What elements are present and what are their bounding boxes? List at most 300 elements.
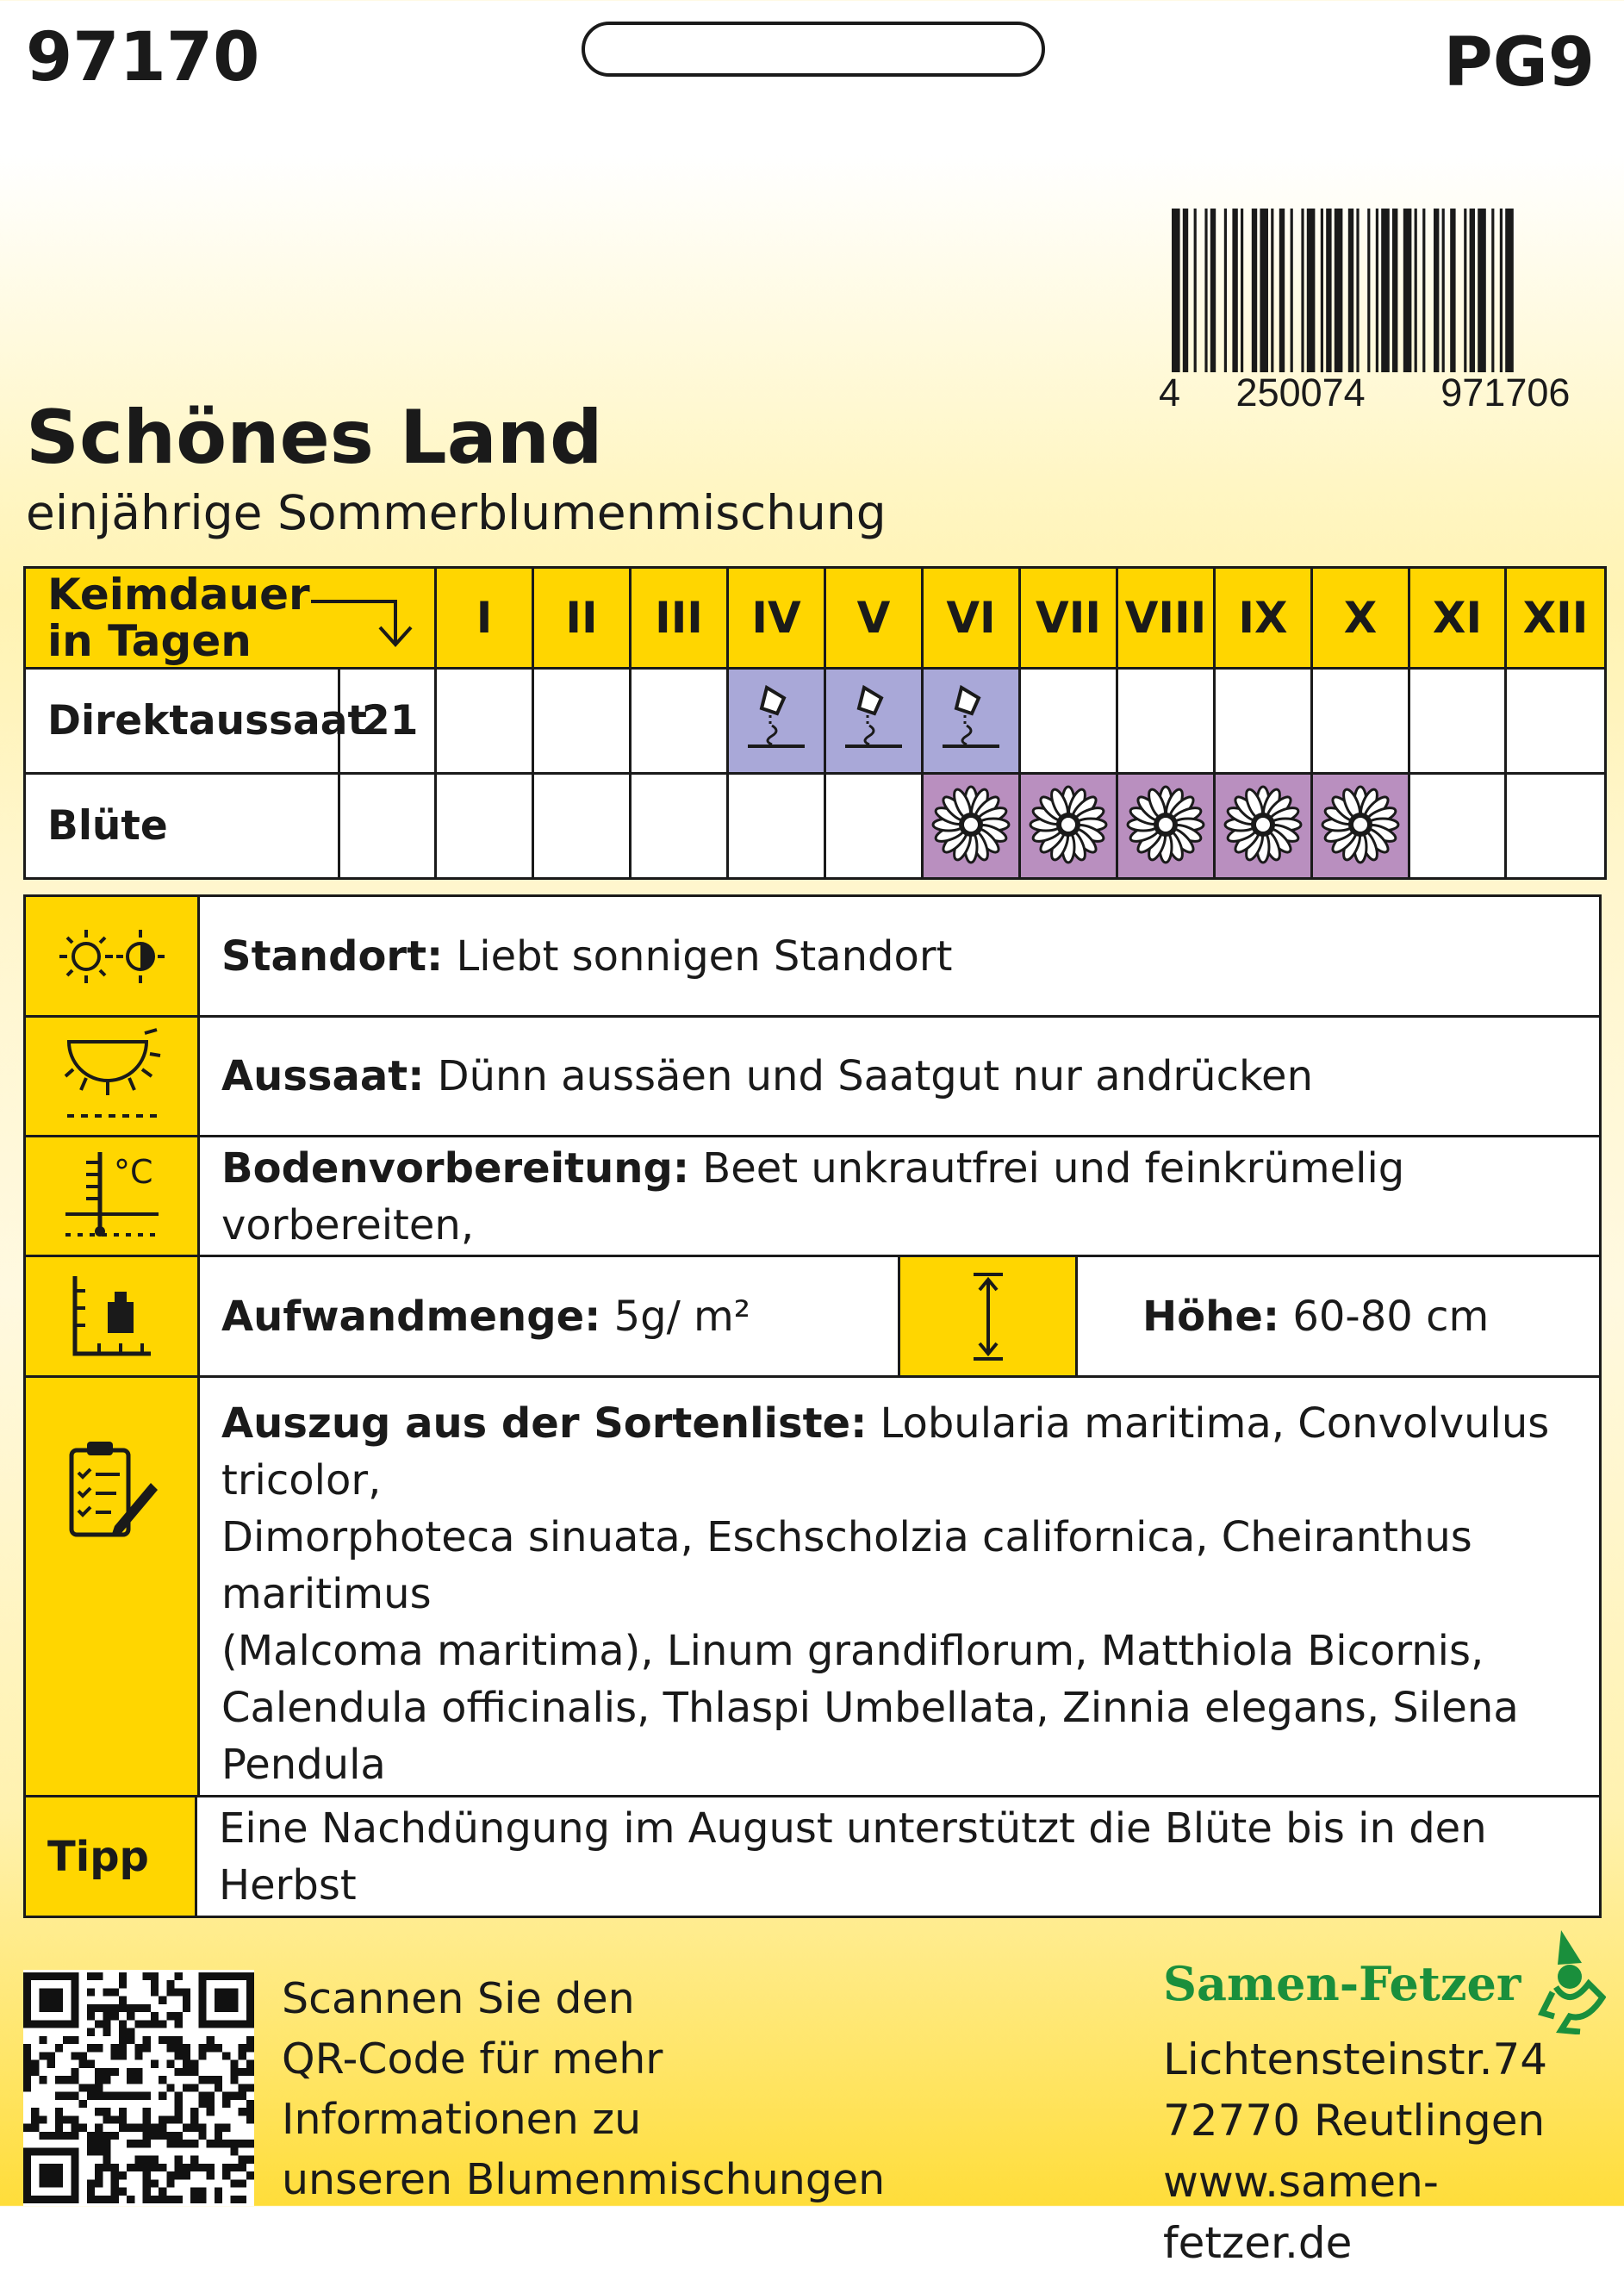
info-row-aufwand — [26, 1257, 1599, 1378]
qr-module — [246, 2068, 254, 2076]
qr-module — [239, 2084, 246, 2091]
barcode-bar — [1232, 209, 1237, 372]
qr-module — [175, 2132, 183, 2140]
qr-module — [103, 2076, 110, 2084]
qr-module — [246, 2084, 254, 2091]
qr-module — [79, 2100, 87, 2108]
qr-module — [151, 2124, 159, 2132]
flower-icon — [1124, 783, 1207, 866]
barcode-bar — [1478, 209, 1486, 372]
qr-module — [166, 2179, 174, 2187]
qr-module — [111, 2188, 119, 2196]
barcode-bar — [1326, 209, 1331, 372]
sowing-icon — [843, 682, 904, 757]
qr-module — [119, 2115, 127, 2123]
qr-module — [63, 2115, 71, 2123]
qr-module — [183, 2052, 190, 2059]
qr-module — [215, 2196, 222, 2203]
qr-module — [215, 2044, 222, 2052]
tipp-text: Eine Nachdüngung im August unterstützt die Blüte bis in den Herbst — [197, 1797, 1599, 1916]
sorten-line4: Calendula officinalis, Thlaspi Umbellata, Zinnia elegans, Silena Pendula — [221, 1684, 1519, 1789]
qr-module — [79, 2060, 87, 2068]
qr-module — [31, 2115, 39, 2123]
qr-module — [87, 1988, 95, 1996]
qr-module — [198, 2052, 206, 2059]
qr-module — [183, 2068, 190, 2076]
qr-module — [215, 2124, 222, 2132]
qr-module — [151, 2060, 159, 2068]
qr-module — [215, 2132, 222, 2140]
barcode-bar — [1335, 209, 1343, 372]
qr-module — [119, 2036, 127, 2044]
qr-module — [143, 2179, 151, 2187]
qr-module — [175, 2140, 183, 2147]
qr-module — [183, 2044, 190, 2052]
barcode-bar — [1415, 209, 1417, 372]
qr-module — [103, 2140, 110, 2147]
qr-module — [111, 2164, 119, 2171]
qr-module — [198, 2076, 206, 2084]
qr-module — [127, 2068, 134, 2076]
barcode-bar — [1348, 209, 1353, 372]
qr-module — [87, 2179, 95, 2187]
qr-module — [103, 2196, 110, 2203]
qr-module — [103, 2156, 110, 2164]
qr-module — [143, 2164, 151, 2171]
qr-module — [55, 2115, 63, 2123]
qr-module — [143, 2196, 151, 2203]
qr-module — [230, 2060, 238, 2068]
qr-module — [143, 2004, 151, 2012]
qr-module — [127, 2028, 134, 2036]
qr-module — [134, 2076, 142, 2084]
qr-module — [119, 1972, 127, 1980]
qr-module — [95, 2068, 103, 2076]
barcode-bar — [1403, 209, 1412, 372]
qr-module — [151, 2156, 159, 2164]
month-cell — [1117, 774, 1215, 879]
month-cell — [1215, 774, 1312, 879]
qr-module — [159, 2196, 166, 2203]
info-row-standort — [26, 897, 1599, 1018]
qr-module — [190, 2084, 198, 2091]
barcode-bar — [1252, 209, 1257, 372]
qr-module — [103, 2012, 110, 2020]
barcode-bar — [1321, 209, 1323, 372]
qr-module — [215, 2076, 222, 2084]
qr-module — [87, 2060, 95, 2068]
qr-module — [47, 2052, 55, 2059]
article-number: 97170 — [26, 19, 260, 97]
qr-module — [246, 2115, 254, 2123]
qr-module — [71, 2076, 78, 2084]
qr-module — [175, 2171, 183, 2179]
qr-module — [207, 2100, 215, 2108]
qr-module — [23, 2052, 31, 2059]
barcode-bar — [1356, 209, 1359, 372]
barcode-bar — [1376, 209, 1378, 372]
qr-module — [95, 2020, 103, 2028]
qr-module — [63, 2076, 71, 2084]
qr-module — [175, 2052, 183, 2059]
qr-module — [103, 2028, 110, 2036]
qr-module — [71, 2036, 78, 2044]
qr-module — [151, 2020, 159, 2028]
month-cell — [923, 669, 1020, 774]
tipp-label: Tipp — [47, 1832, 149, 1881]
info-row-sortenliste — [26, 1378, 1599, 1797]
germination-days: 21 — [339, 669, 436, 774]
sun-halfshade-icon — [56, 926, 168, 987]
qr-module — [239, 2179, 246, 2187]
growing-info-table — [23, 894, 1602, 1918]
qr-module — [166, 2196, 174, 2203]
qr-module — [111, 2004, 119, 2012]
qr-module — [183, 2060, 190, 2068]
qr-module — [143, 2132, 151, 2140]
qr-module — [246, 2044, 254, 2052]
keimdauer-header — [25, 568, 436, 669]
month-header-11: XI — [1409, 568, 1506, 669]
qr-module — [134, 2020, 142, 2028]
qr-module — [134, 2092, 142, 2100]
qr-code[interactable] — [23, 1970, 254, 2206]
qr-module — [55, 2044, 63, 2052]
qr-module — [63, 2132, 71, 2140]
qr-module — [143, 2156, 151, 2164]
scan-line-2: QR-Code für mehr — [282, 2034, 663, 2084]
qr-module — [103, 2108, 110, 2115]
qr-module — [190, 2068, 198, 2076]
qr-module — [166, 1988, 174, 1996]
qr-module — [143, 1972, 151, 1980]
month-header-5: V — [825, 568, 923, 669]
qr-module — [175, 1972, 183, 1980]
month-cell — [1215, 669, 1312, 774]
qr-module — [127, 2036, 134, 2044]
qr-module — [198, 2196, 206, 2203]
company-website[interactable]: www.samen-fetzer.de — [1163, 2157, 1439, 2268]
qr-module — [134, 2044, 142, 2052]
barcode-bar — [1434, 209, 1439, 372]
qr-module — [71, 2052, 78, 2059]
qr-module — [151, 2012, 159, 2020]
qr-module — [175, 2115, 183, 2123]
info-row-boden — [26, 1137, 1599, 1257]
flower-icon — [1319, 783, 1402, 866]
qr-module — [230, 2147, 238, 2155]
qr-module — [31, 2068, 39, 2076]
qr-module — [239, 2108, 246, 2115]
qr-module — [190, 2196, 198, 2203]
qr-module — [190, 2164, 198, 2171]
sowing-calendar — [23, 566, 1607, 880]
height-arrow-icon — [967, 1269, 1010, 1364]
qr-module — [207, 2171, 215, 2179]
qr-module — [39, 2052, 47, 2059]
month-header-8: VIII — [1117, 568, 1215, 669]
month-cell — [825, 774, 923, 879]
brand-logo-text: Samen-Fetzer — [1163, 1956, 1521, 2011]
qr-module — [111, 2132, 119, 2140]
month-header-6: VI — [923, 568, 1020, 669]
month-header-4: IV — [728, 568, 825, 669]
qr-module — [207, 2092, 215, 2100]
barcode-bar — [1307, 209, 1316, 372]
qr-module — [239, 2044, 246, 2052]
qr-module — [134, 2068, 142, 2076]
qr-module — [222, 2124, 230, 2132]
barcode-bar — [1183, 209, 1188, 372]
flower-icon — [930, 783, 1012, 866]
qr-module — [143, 2108, 151, 2115]
qr-module — [111, 2052, 119, 2059]
qr-module — [222, 2092, 230, 2100]
qr-module — [95, 2004, 103, 2012]
qr-module — [230, 2076, 238, 2084]
qr-module — [230, 2140, 238, 2147]
hoehe-label: Höhe: — [1142, 1292, 1280, 1341]
qr-module — [87, 2012, 95, 2020]
aufwand-label: Aufwandmenge: — [221, 1292, 601, 1341]
qr-module — [143, 2020, 151, 2028]
qr-module — [63, 2092, 71, 2100]
qr-module — [222, 2052, 230, 2059]
keimdauer-label-line2: in Tagen — [47, 616, 252, 666]
qr-module — [95, 2147, 103, 2155]
qr-module — [166, 2140, 174, 2147]
keimdauer-label-line1: Keimdauer — [47, 570, 310, 620]
info-row-tipp — [26, 1797, 1599, 1916]
qr-module — [39, 2132, 47, 2140]
qr-module — [71, 2092, 78, 2100]
barcode-bar — [1279, 209, 1285, 372]
qr-module — [87, 2084, 95, 2091]
qr-module — [207, 2076, 215, 2084]
barcode — [1172, 209, 1601, 372]
svg-text:°C: °C — [113, 1153, 153, 1191]
month-cell — [631, 774, 728, 879]
qr-module — [230, 2196, 238, 2203]
arrow-down-icon — [309, 593, 413, 648]
qr-module — [119, 2052, 127, 2059]
qr-module — [79, 2052, 87, 2059]
qr-module — [127, 2124, 134, 2132]
barcode-bar — [1291, 209, 1293, 372]
qr-module — [95, 2084, 103, 2091]
qr-module — [95, 2108, 103, 2115]
qr-module — [151, 2132, 159, 2140]
qr-module — [183, 2124, 190, 2132]
qr-module — [119, 1980, 127, 1988]
info-row-aussaat — [26, 1018, 1599, 1137]
clipboard-icon — [65, 1438, 159, 1542]
barcode-bar — [1210, 209, 1216, 372]
qr-module — [198, 2164, 206, 2171]
bloom-days — [339, 774, 436, 879]
qr-module — [230, 2179, 238, 2187]
qr-module — [23, 2084, 31, 2091]
month-header-1: I — [436, 568, 533, 669]
qr-module — [103, 2147, 110, 2155]
barcode-bar — [1271, 209, 1273, 372]
month-cell — [1020, 669, 1117, 774]
barcode-bar — [1204, 209, 1207, 372]
aufwand-text: 5g/ m² — [613, 1292, 751, 1341]
qr-module — [95, 2196, 103, 2203]
qr-module — [151, 2164, 159, 2171]
hoehe-text: 60-80 cm — [1292, 1292, 1490, 1341]
month-cell — [1312, 774, 1409, 879]
qr-module — [215, 2140, 222, 2147]
qr-module — [207, 2140, 215, 2147]
qr-module — [183, 2164, 190, 2171]
qr-module — [87, 2092, 95, 2100]
row-label-bluete: Blüte — [25, 774, 339, 879]
qr-module — [198, 2132, 206, 2140]
qr-module — [175, 2044, 183, 2052]
barcode-bar — [1500, 209, 1503, 372]
qr-module — [159, 2115, 166, 2123]
qr-module — [143, 2171, 151, 2179]
month-cell — [728, 669, 825, 774]
qr-module — [87, 2004, 95, 2012]
qr-module — [23, 2044, 31, 2052]
qr-module — [230, 2164, 238, 2171]
qr-module — [23, 2068, 31, 2076]
qr-module — [151, 2179, 159, 2187]
qr-module — [39, 2115, 47, 2123]
barcode-bar — [1505, 209, 1514, 372]
qr-finder — [39, 1988, 63, 2012]
qr-module — [119, 2171, 127, 2179]
qr-module — [166, 2084, 174, 2091]
qr-module — [111, 2171, 119, 2179]
month-cell — [533, 669, 631, 774]
qr-module — [159, 2092, 166, 2100]
qr-module — [103, 2132, 110, 2140]
qr-module — [166, 2036, 174, 2044]
qr-module — [95, 2132, 103, 2140]
qr-module — [246, 2140, 254, 2147]
qr-module — [175, 2092, 183, 2100]
qr-module — [143, 2036, 151, 2044]
barcode-bar — [1260, 209, 1268, 372]
qr-module — [103, 2115, 110, 2123]
month-cell — [1506, 774, 1606, 879]
month-cell — [1506, 669, 1606, 774]
qr-module — [71, 2132, 78, 2140]
qr-module — [190, 2156, 198, 2164]
month-header-12: XII — [1506, 568, 1606, 669]
weight-ruler-icon — [65, 1269, 159, 1364]
qr-module — [103, 2092, 110, 2100]
qr-module — [159, 2076, 166, 2084]
month-cell — [631, 669, 728, 774]
qr-module — [175, 2068, 183, 2076]
qr-module — [95, 2092, 103, 2100]
qr-module — [111, 2044, 119, 2052]
qr-module — [111, 2115, 119, 2123]
barcode-digit-first: 4 — [1159, 371, 1181, 414]
barcode-bar — [1392, 209, 1397, 372]
qr-module — [134, 2156, 142, 2164]
qr-module — [31, 2124, 39, 2132]
qr-scan-text — [282, 1969, 885, 2210]
qr-module — [23, 2076, 31, 2084]
qr-module — [119, 2092, 127, 2100]
qr-module — [198, 2100, 206, 2108]
qr-module — [87, 2132, 95, 2140]
barcode-bar — [1367, 209, 1370, 372]
qr-module — [63, 2036, 71, 2044]
qr-module — [159, 2132, 166, 2140]
barcode-bar — [1381, 209, 1390, 372]
qr-module — [166, 1980, 174, 1988]
qr-module — [207, 2108, 215, 2115]
qr-module — [246, 2108, 254, 2115]
qr-module — [239, 2092, 246, 2100]
qr-module — [39, 2036, 47, 2044]
barcode-digit-group2: 971706 — [1440, 371, 1571, 414]
qr-module — [159, 2188, 166, 2196]
barcode-bar — [1450, 209, 1455, 372]
qr-module — [190, 2140, 198, 2147]
qr-module — [95, 2044, 103, 2052]
month-cell — [1117, 669, 1215, 774]
qr-module — [119, 2108, 127, 2115]
barcode-bar — [1224, 209, 1227, 372]
qr-module — [222, 2140, 230, 2147]
qr-module — [119, 2188, 127, 2196]
address-street: Lichtensteinstr.74 — [1163, 2034, 1548, 2084]
month-header-9: IX — [1215, 568, 1312, 669]
qr-module — [127, 2164, 134, 2171]
qr-module — [222, 2171, 230, 2179]
qr-module — [47, 2132, 55, 2140]
qr-module — [111, 2092, 119, 2100]
qr-module — [159, 1997, 166, 2004]
qr-module — [183, 2004, 190, 2012]
qr-module — [175, 2196, 183, 2203]
qr-module — [198, 2188, 206, 2196]
qr-module — [151, 1980, 159, 1988]
qr-module — [175, 2164, 183, 2171]
qr-module — [95, 2171, 103, 2179]
boden-text-line1: Beet unkrautfrei und feinkrümelig vorbereiten, — [221, 1144, 1405, 1249]
qr-module — [159, 2164, 166, 2171]
qr-module — [127, 2140, 134, 2147]
qr-module — [151, 1972, 159, 1980]
qr-module — [134, 2004, 142, 2012]
qr-module — [190, 2108, 198, 2115]
qr-module — [143, 2115, 151, 2123]
barcode-bar — [1422, 209, 1425, 372]
barcode-digit-group1: 250074 — [1235, 371, 1366, 414]
flower-icon — [1222, 783, 1304, 866]
qr-module — [239, 2140, 246, 2147]
qr-module — [47, 2060, 55, 2068]
qr-module — [31, 2108, 39, 2115]
qr-module — [111, 2068, 119, 2076]
month-header-2: II — [533, 568, 631, 669]
qr-module — [246, 2060, 254, 2068]
qr-module — [175, 2156, 183, 2164]
qr-module — [103, 2068, 110, 2076]
month-cell — [436, 669, 533, 774]
standort-label: Standort: — [221, 931, 444, 981]
qr-module — [103, 2004, 110, 2012]
